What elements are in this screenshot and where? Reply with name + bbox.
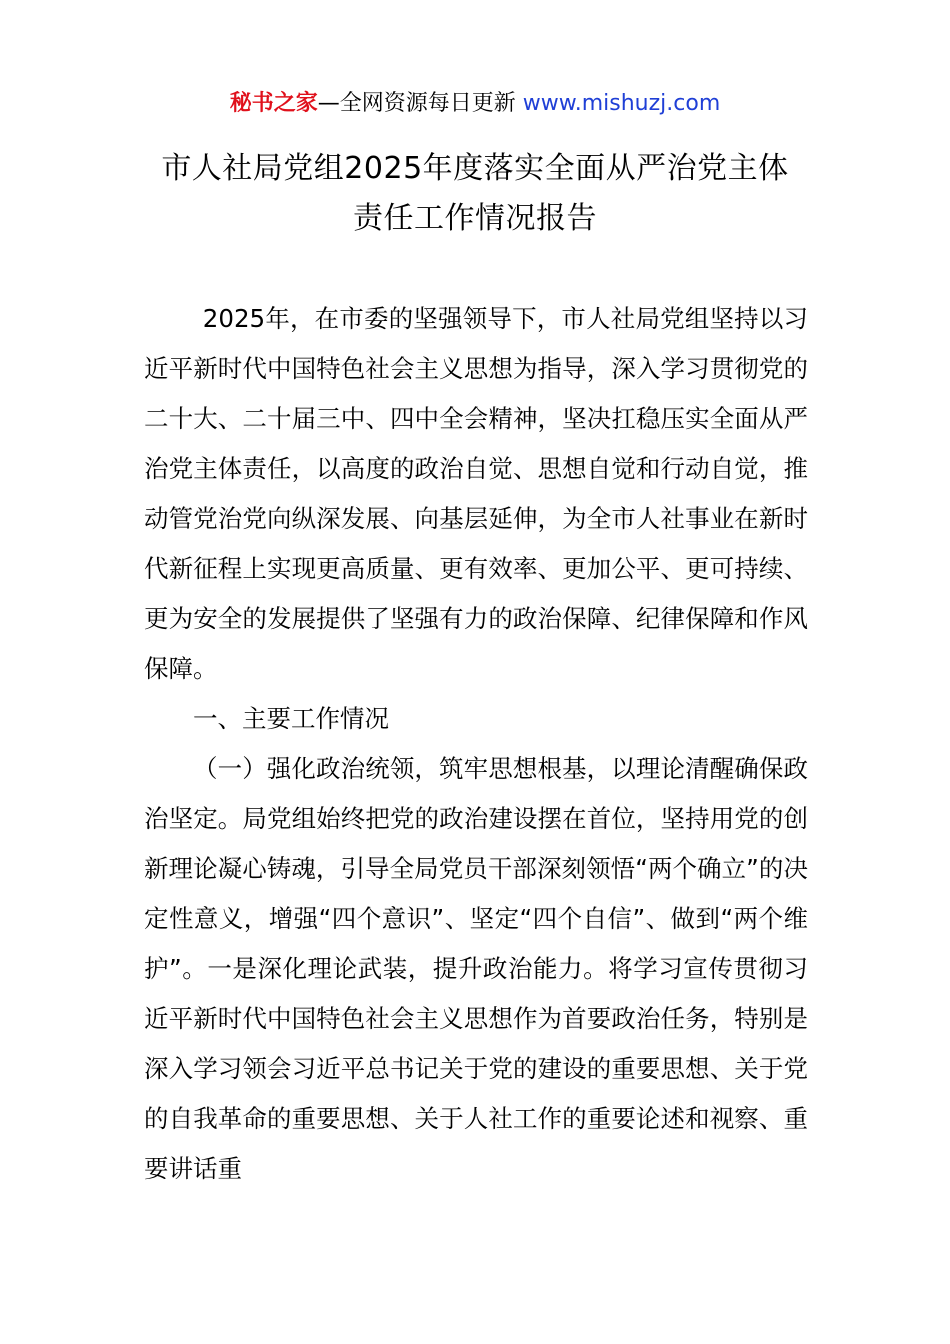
body-paragraph: （一）强化政治统领，筑牢思想根基，以理论清醒确保政治坚定。局党组始终把党的政治建设摆在首位，坚持用党的创新理论凝心铸魂，引导全局党员干部深刻领悟“两个确立”的决定性意义，增强“四个意识”、坚定“四个自信”、做到“两个维护”。一是深化理论武装，提升政治能力。将学习宣传贯彻习近平新时代中国特色社会主义思想作为首要政治任务，特别是深入学习领会习近平总书记关于党的建设的重要思想、关于党的自我革命的重要思想、关于人社工作的重要论述和视察、重要讲话重	[144, 754, 808, 1183]
brand-name: 秘书之家	[229, 91, 318, 116]
document-title	[120, 144, 830, 244]
title-line-1: 市人社局党组2025年度落实全面从严治党主体	[161, 151, 789, 186]
site-url-link[interactable]: www.mishuzj.com	[522, 91, 721, 116]
site-header	[0, 86, 950, 122]
title-line-2: 责任工作情况报告	[353, 201, 597, 236]
intro-paragraph: 2025年，在市委的坚强领导下，市人社局党组坚持以习近平新时代中国特色社会主义思想为指导，深入学习贯彻党的二十大、二十届三中、四中全会精神，坚决扛稳压实全面从严治党主体责任，以高度的政治自觉、思想自觉和行动自觉，推动管党治党向纵深发展、向基层延伸，为全市人社事业在新时代新征程上实现更高质量、更有效率、更加公平、更可持续、更为安全的发展提供了坚强有力的政治保障、纪律保障和作风保障。	[144, 304, 808, 683]
document-body	[144, 294, 808, 1194]
header-tagline: —全网资源每日更新	[317, 91, 523, 116]
section-heading: 一、主要工作情况	[193, 704, 389, 733]
